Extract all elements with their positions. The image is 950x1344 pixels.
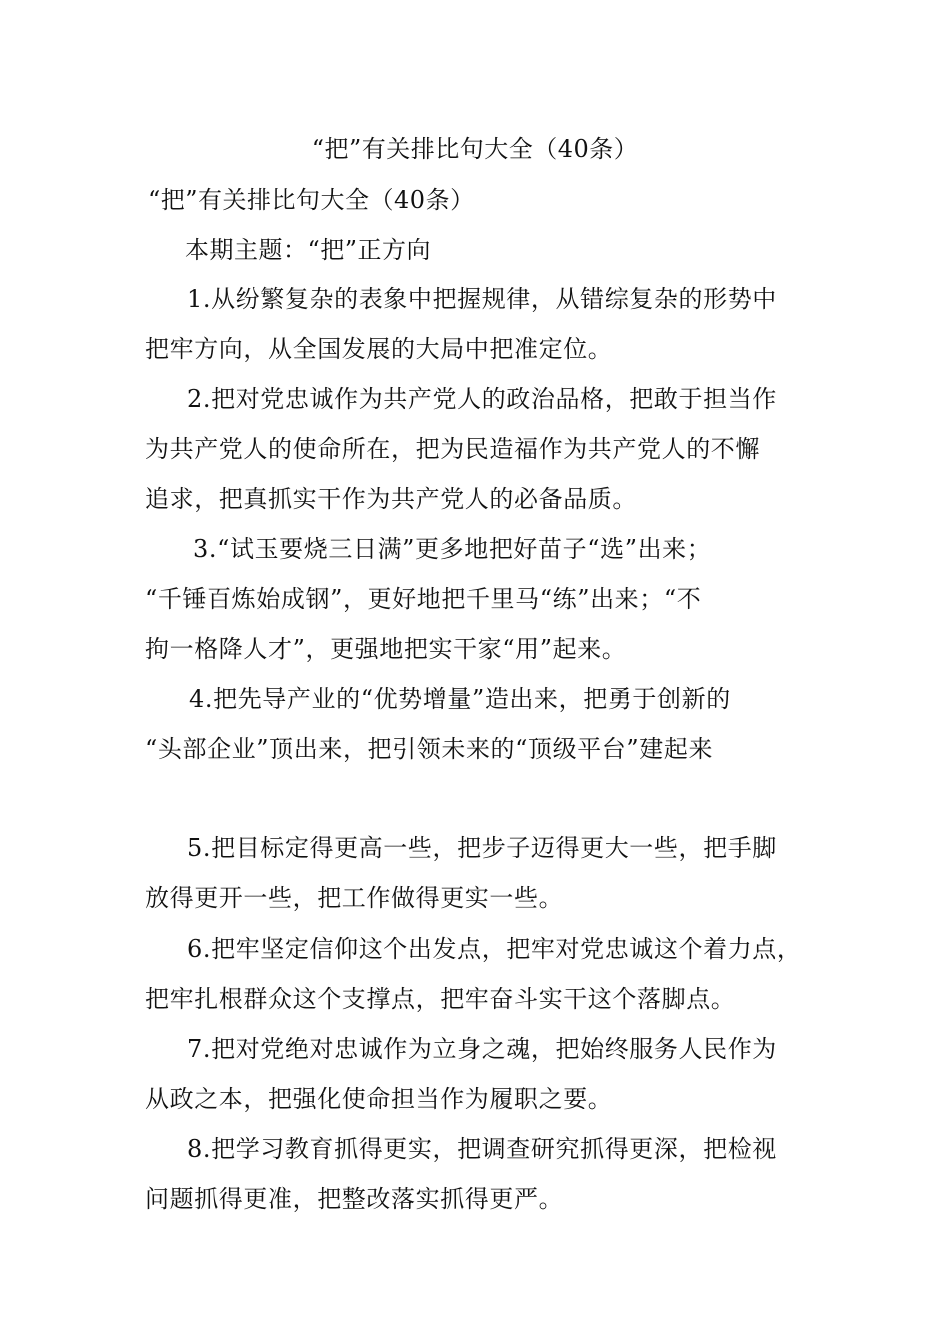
paragraph-7: 7.把对党绝对忠诚作为立身之魂，把始终服务人民作为 从政之本，把强化使命担当作为履职之要。: [145, 1035, 777, 1113]
page-title: “把”有关排比句大全（40条）: [311, 135, 639, 163]
theme-line: 本期主题：“把”正方向: [185, 236, 432, 264]
paragraph-6: 6.把牢坚定信仰这个出发点，把牢对党忠诚这个着力点， 把牢扎根群众这个支撑点，把牢奋斗实干这个落脚点。: [145, 935, 802, 1013]
paragraph-5: 5.把目标定得更高一些，把步子迈得更大一些，把手脚 放得更开一些，把工作做得更实一些。: [145, 834, 777, 912]
paragraph-1: 1.从纷繁复杂的表象中把握规律，从错综复杂的形势中 把牢方向，从全国发展的大局中把准定位。: [145, 285, 777, 363]
paragraph-2: 2.把对党忠诚作为共产党人的政治品格，把敢于担当作 为共产党人的使命所在，把为民造福作为共产党人的不懈 追求，把真抓实干作为共产党人的必备品质。: [145, 385, 777, 513]
paragraph-4: 4.把先导产业的“优势增量”造出来，把勇于创新的 “头部企业”顶出来，把引领未来的“顶级平台”建起来: [145, 685, 731, 763]
document-subtitle: “把”有关排比句大全（40条）: [148, 186, 475, 214]
paragraph-3: 3.“试玉要烧三日满”更多地把好苗子“选”出来； “千锤百炼始成钢”，更好地把千里马“练”出来；“不 拘一格降人才”，更强地把实干家“用”起来。: [145, 535, 712, 663]
paragraph-8: 8.把学习教育抓得更实，把调查研究抓得更深，把检视 问题抓得更准，把整改落实抓得更严。: [145, 1135, 777, 1213]
